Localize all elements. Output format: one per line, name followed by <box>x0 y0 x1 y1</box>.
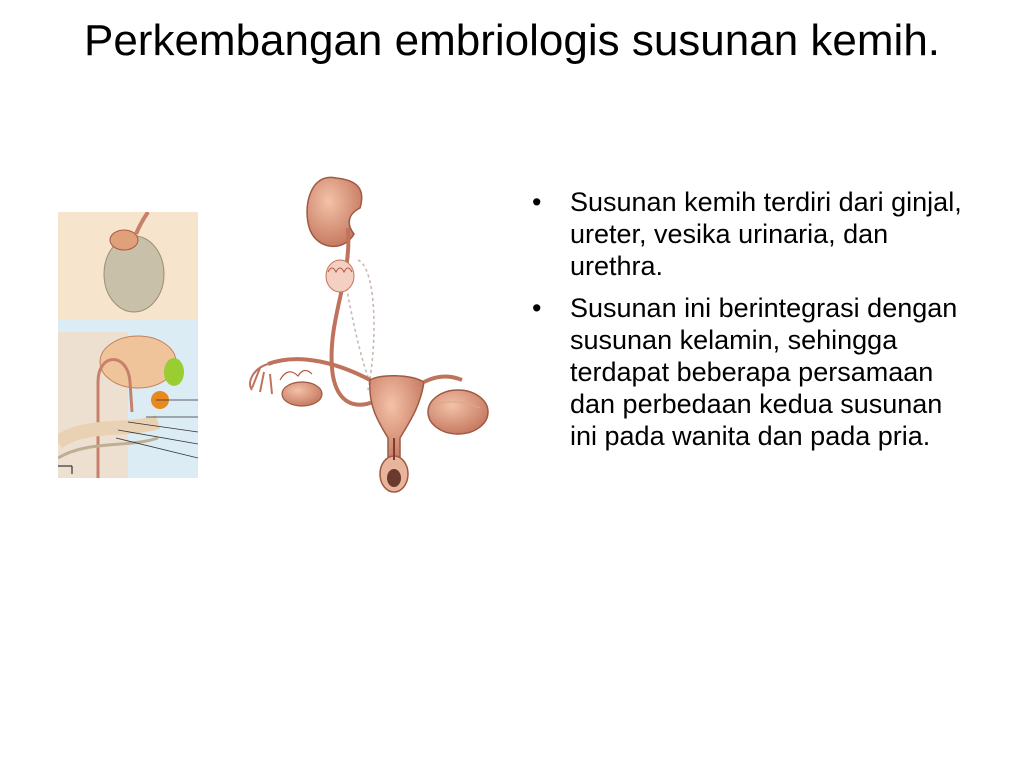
slide-title: Perkembangan embriologis susunan kemih. <box>83 16 941 65</box>
bullet-item <box>530 186 970 282</box>
female-urogenital-illustration <box>240 168 492 500</box>
bullet-text: Susunan kemih terdiri dari ginjal, ureter, vesika urinaria, dan urethra. <box>570 187 962 281</box>
male-urogenital-illustration <box>58 212 198 478</box>
bullet-marker: • <box>532 293 542 323</box>
bullet-text: Susunan ini berintegrasi dengan susunan kelamin, sehingga terdapat beberapa persamaan dan perbedaan kedua susunan ini pada wanita dan pada pria. <box>570 293 958 451</box>
bullet-item <box>530 292 970 452</box>
bullet-marker: • <box>532 187 542 217</box>
bullet-list <box>530 186 970 462</box>
